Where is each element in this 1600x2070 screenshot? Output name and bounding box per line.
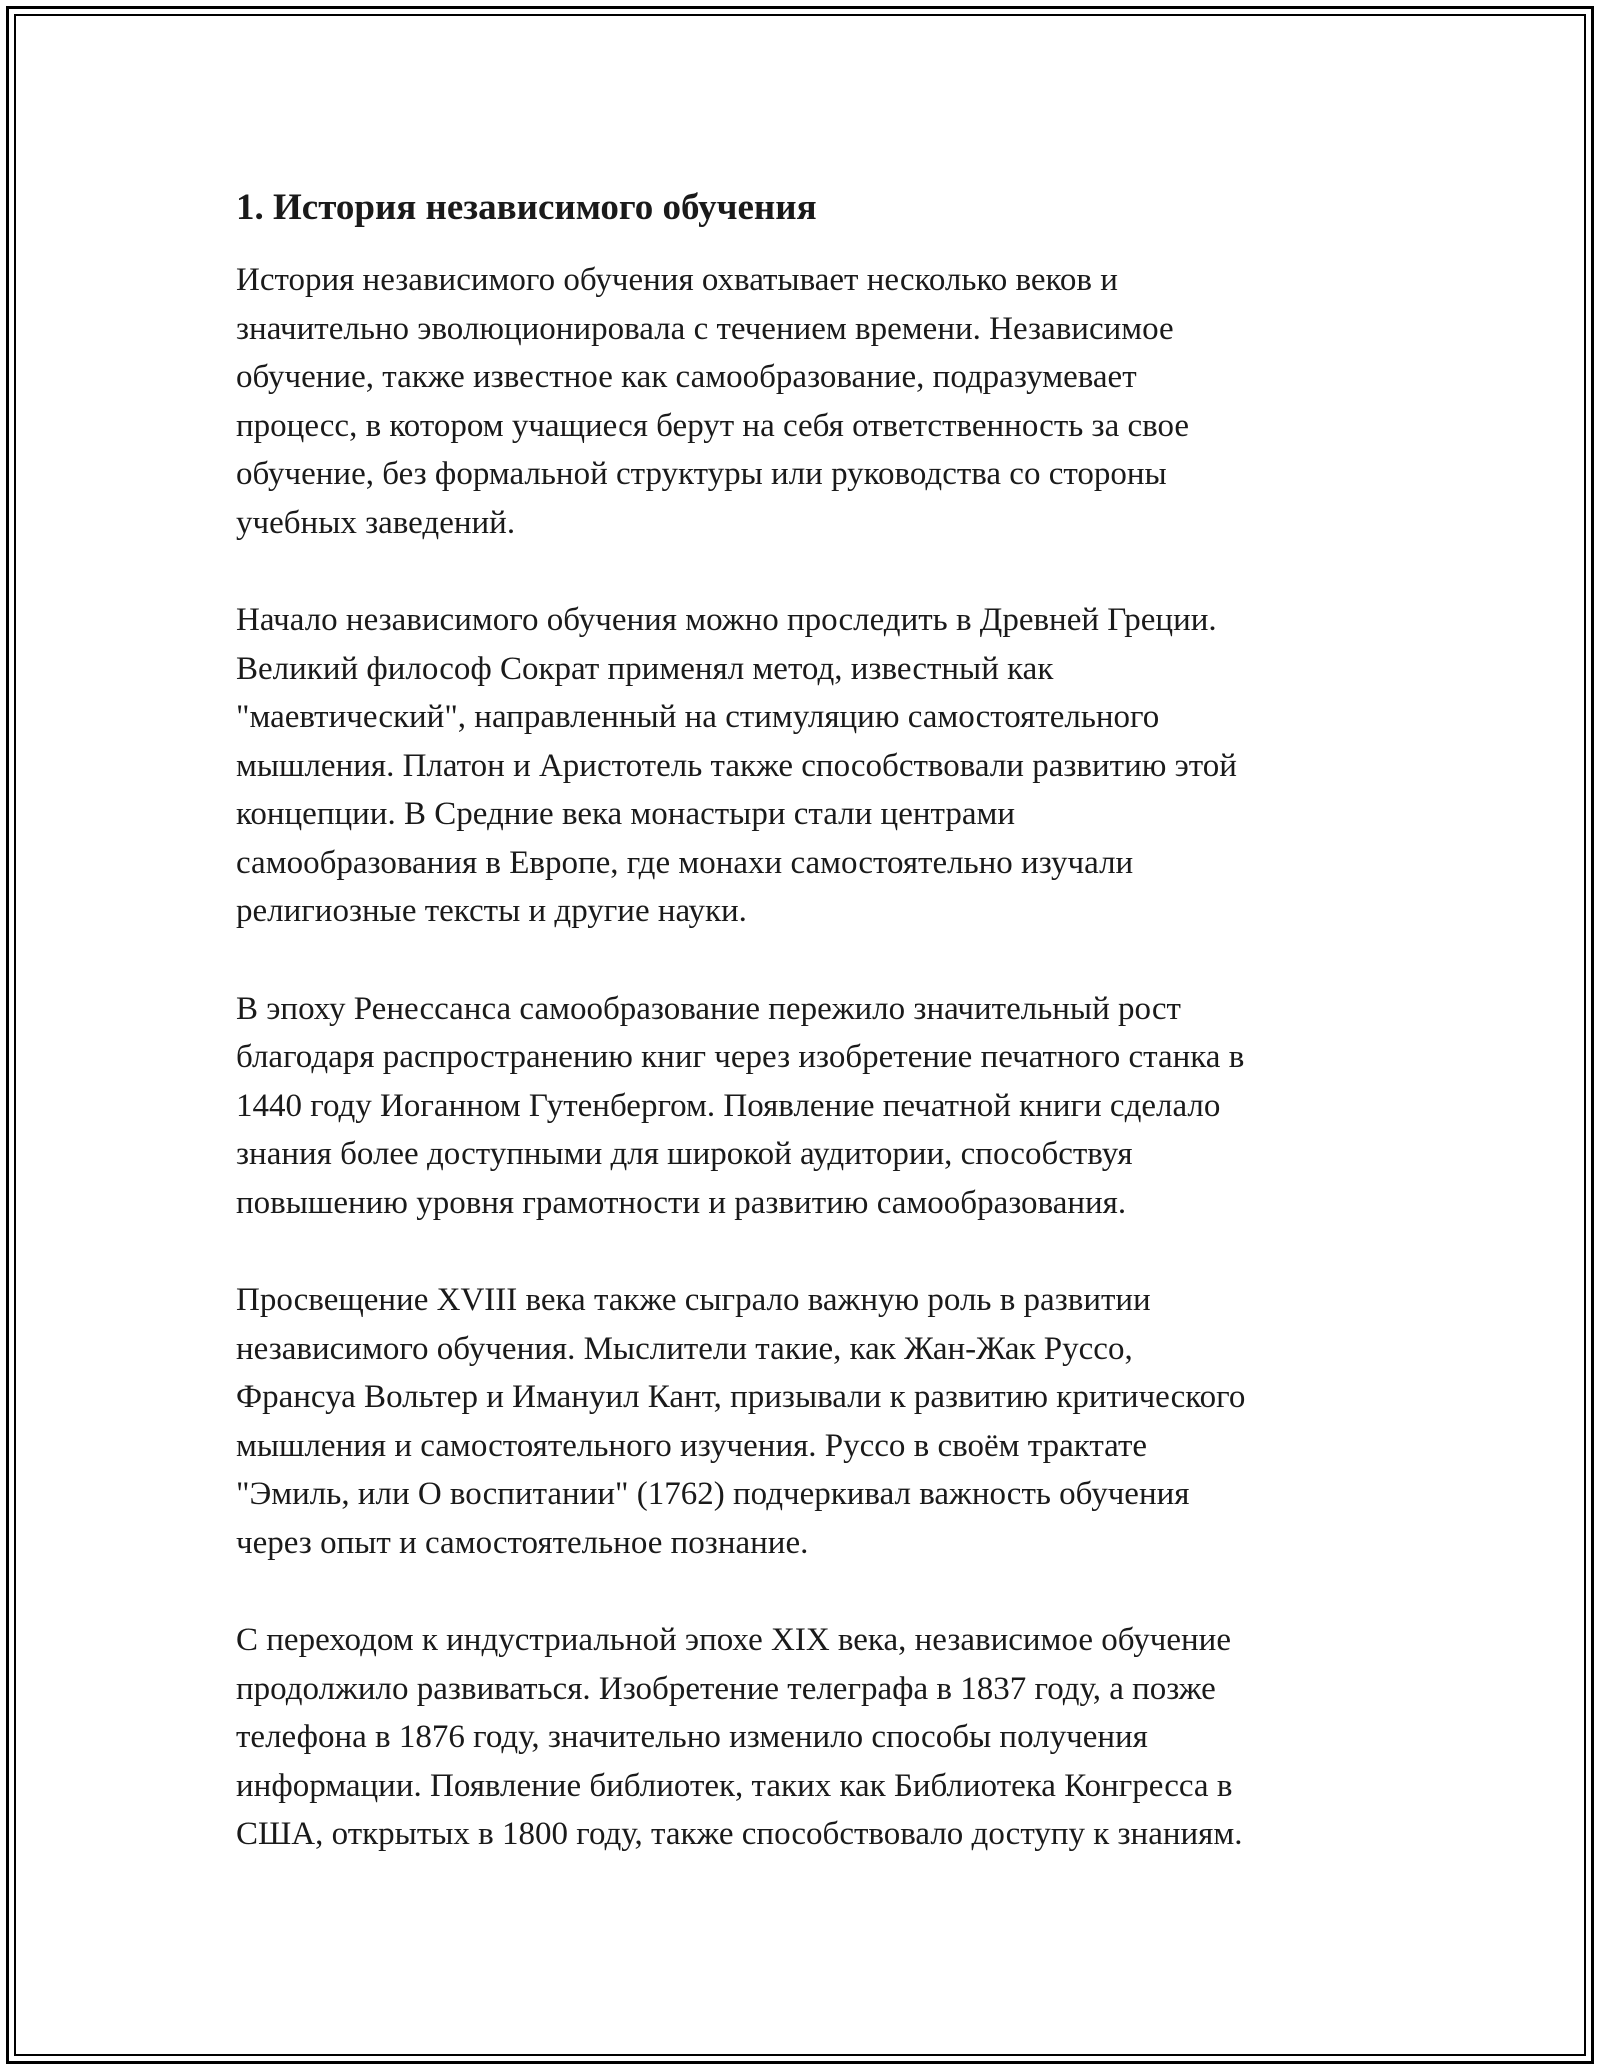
paragraph-2: Начало независимого обучения можно проследить в Древней Греции. Великий философ Сократ применял метод, известный как "маевтический", направленный на стимуляцию самостоятельного мышления. Платон и Аристотель также способствовали развитию этой концепции. В Средние века монастыри стали центрами самообразования в Европе, где монахи самостоятельно изучали религиозные тексты и другие науки. bbox=[236, 602, 1237, 929]
paragraph-1: История независимого обучения охватывает несколько веков и значительно эволюционировала с течением времени. Независимое обучение, также известное как самообразование, подразумевает процесс, в котором учащиеся берут на себя ответственность за свое обучение, без формальной структуры или руководства со стороны учебных заведений. bbox=[236, 262, 1190, 541]
paragraph-5: С переходом к индустриальной эпохе XIX века, независимое обучение продолжило развиваться. Изобретение телеграфа в 1837 году, а позже телефона в 1876 году, значительно изменило способы получения информации. Появление библиотек, таких как Библиотека Конгресса в США, открытых в 1800 году, также способствовало доступу к знаниям. bbox=[236, 1622, 1243, 1852]
paragraph-3: В эпоху Ренессанса самообразование пережило значительный рост благодаря распространению книг через изобретение печатного станка в 1440 году Иоганном Гутенбергом. Появление печатной книги сделало знания более доступными для широкой аудитории, способствуя повышению уровня грамотности и развитию самообразования. bbox=[236, 990, 1245, 1221]
document-body bbox=[236, 186, 1386, 1908]
paragraph-4: Просвещение XVIII века также сыграло важную роль в развитии независимого обучения. Мыслители такие, как Жан-Жак Руссо, Франсуа Вольтер и Имануил Кант, призывали к развитию критического мышления и самостоятельного изучения. Руссо в своём трактате "Эмиль, или О воспитании" (1762) подчеркивал важность обучения через опыт и самостоятельное познание. bbox=[236, 1282, 1246, 1561]
section-heading: 1. История независимого обучения bbox=[236, 187, 817, 228]
